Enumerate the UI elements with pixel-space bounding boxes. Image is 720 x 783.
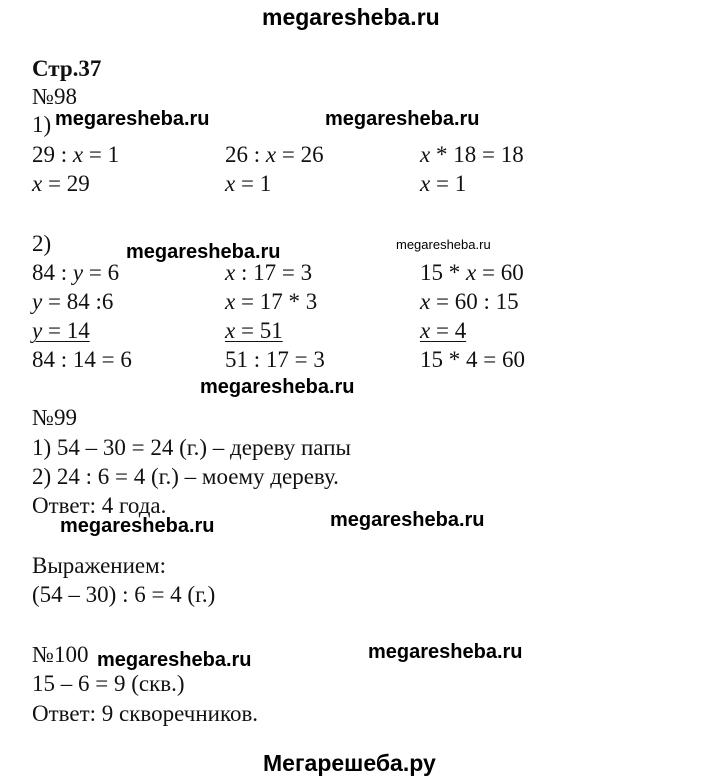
solution-line: 2) 24 : 6 = 4 (г.) – моему дереву. (32, 464, 339, 489)
check-equation: 84 : 14 = 6 (32, 347, 132, 372)
check-equation: 51 : 17 = 3 (225, 347, 325, 372)
equation: 15 * x = 60 (420, 260, 524, 285)
equation: 29 : x = 1 (32, 142, 120, 167)
watermark-small: megaresheba.ru (396, 237, 491, 252)
answer-underlined: x = 4 (420, 318, 467, 343)
watermark-top: megaresheba.ru (262, 4, 440, 30)
equation: y = 84 :6 (32, 289, 114, 314)
watermark: megaresheba.ru (200, 376, 355, 398)
equation: x : 17 = 3 (225, 260, 313, 285)
answer-line: Ответ: 4 года. (32, 493, 167, 518)
equation: 26 : x = 26 (225, 142, 324, 167)
watermark: megaresheba.ru (97, 649, 252, 671)
equation: x = 17 * 3 (225, 289, 318, 314)
answer-underlined: y = 14 (32, 318, 90, 343)
watermark-bottom: Мегарешеба.ру (263, 750, 436, 776)
task-100-number: №100 (32, 642, 89, 667)
expression: (54 – 30) : 6 = 4 (г.) (32, 582, 216, 607)
equation: 84 : y = 6 (32, 260, 120, 285)
watermark: megaresheba.ru (60, 515, 215, 537)
answer-line: Ответ: 9 скворечников. (32, 701, 259, 726)
watermark: megaresheba.ru (330, 509, 485, 531)
solution-line: 15 – 6 = 9 (скв.) (32, 671, 185, 696)
solution-line: 1) 54 – 30 = 24 (г.) – дереву папы (32, 435, 351, 460)
expression-label: Выражением: (32, 553, 167, 578)
equation: x = 1 (420, 171, 467, 196)
task-98-part-1-label: 1) (32, 112, 52, 137)
equation: x = 29 (32, 171, 90, 196)
equation: x = 60 : 15 (420, 289, 519, 314)
task-98-number: №98 (32, 84, 77, 109)
equation: x * 18 = 18 (420, 142, 524, 167)
watermark: megaresheba.ru (126, 241, 281, 263)
watermark: megaresheba.ru (55, 108, 210, 130)
watermark: megaresheba.ru (368, 641, 523, 663)
page-number: Стр.37 (32, 56, 102, 81)
task-99-number: №99 (32, 405, 77, 430)
equation: x = 1 (225, 171, 272, 196)
check-equation: 15 * 4 = 60 (420, 347, 525, 372)
watermark: megaresheba.ru (325, 108, 480, 130)
task-98-part-2-label: 2) (32, 231, 52, 256)
answer-underlined: x = 51 (225, 318, 283, 343)
